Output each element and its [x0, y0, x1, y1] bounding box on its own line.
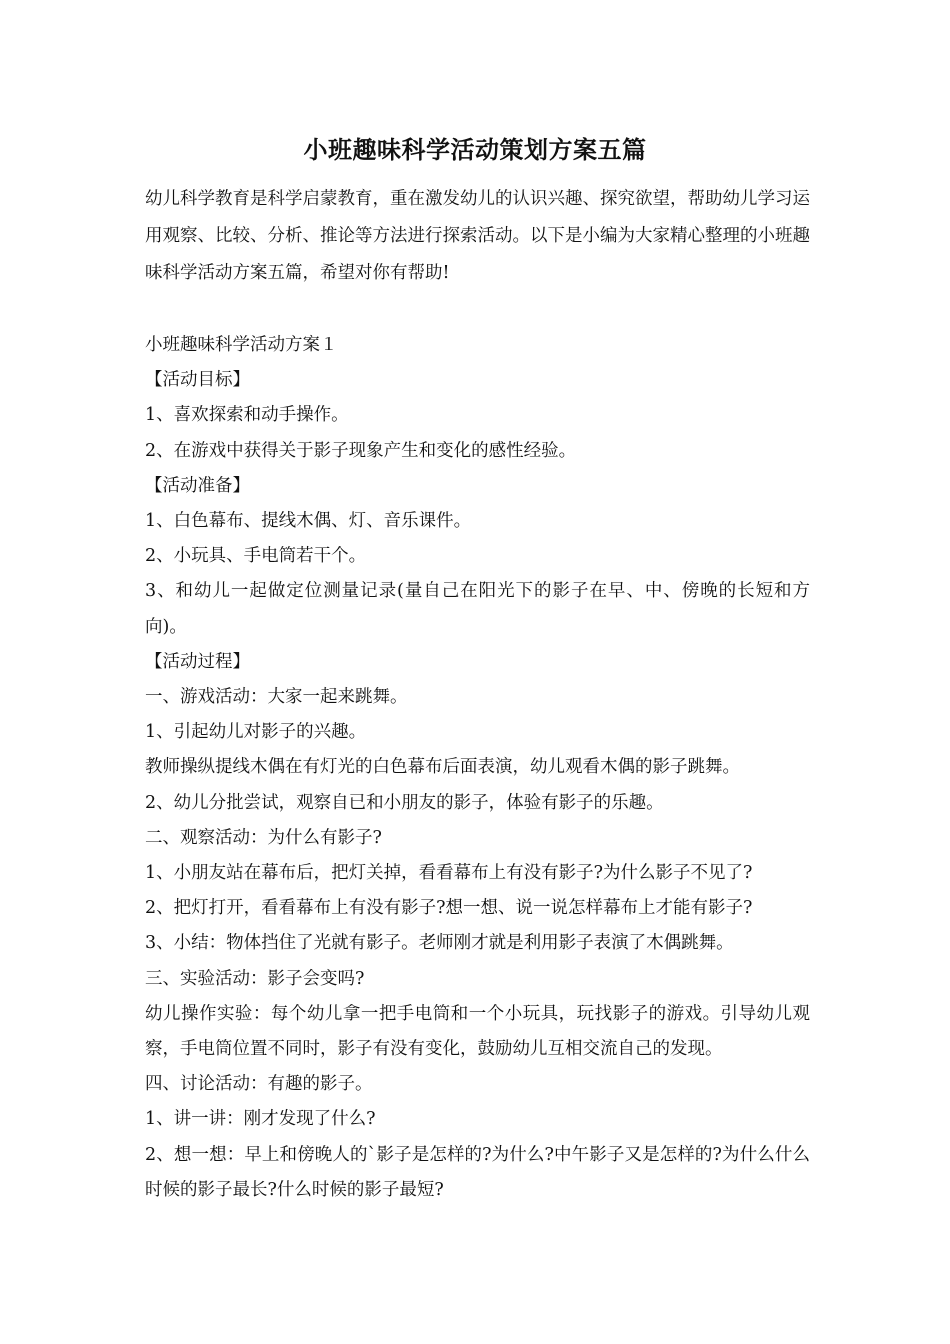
- body-line: 2、小玩具、手电筒若干个。: [145, 546, 367, 567]
- document-title: 小班趣味科学活动策划方案五篇: [303, 135, 647, 164]
- body-line: 3、小结：物体挡住了光就有影子。老师刚才就是利用影子表演了木偶跳舞。: [145, 933, 734, 954]
- subsection-heading-goals: 【活动目标】: [145, 370, 250, 391]
- body-line: 1、喜欢探索和动手操作。: [145, 405, 349, 426]
- body-line: 四、讨论活动：有趣的影子。: [145, 1074, 373, 1095]
- body-paragraph: 2、想一想：早上和傍晚人的`影子是怎样的?为什么?中午影子又是怎样的?为什么什么时候的影子最长?什么时候的影子最短?: [145, 1144, 810, 1200]
- body-line: 1、小朋友站在幕布后，把灯关掉，看看幕布上有没有影子?为什么影子不见了?: [145, 863, 753, 884]
- body-line: 二、观察活动：为什么有影子?: [145, 827, 382, 848]
- body-line: 教师操纵提线木偶在有灯光的白色幕布后面表演，幼儿观看木偶的影子跳舞。: [145, 757, 740, 778]
- section-heading: 小班趣味科学活动方案１: [145, 335, 338, 355]
- body-line: 三、实验活动：影子会变吗?: [145, 968, 365, 989]
- body-line: 1、引起幼儿对影子的兴趣。: [145, 722, 367, 743]
- body-line: 一、游戏活动：大家一起来跳舞。: [145, 687, 408, 708]
- body-line: 2、把灯打开，看看幕布上有没有影子?想一想、说一说怎样幕布上才能有影子?: [145, 898, 753, 919]
- body-line: 1、白色幕布、提线木偶、灯、音乐课件。: [145, 511, 472, 532]
- body-paragraph: 3、和幼儿一起做定位测量记录(量自己在阳光下的影子在早、中、傍晚的长短和方向)。: [145, 581, 810, 637]
- subsection-heading-process: 【活动过程】: [145, 651, 250, 672]
- body-line: 1、讲一讲：刚才发现了什么?: [145, 1109, 376, 1130]
- body-line: 2、幼儿分批尝试，观察自已和小朋友的影子，体验有影子的乐趣。: [145, 792, 664, 813]
- document-body: [145, 328, 810, 1208]
- subsection-heading-preparation: 【活动准备】: [145, 475, 250, 496]
- body-paragraph: 幼儿操作实验：每个幼儿拿一把手电筒和一个小玩具，玩找影子的游戏。引导幼儿观察，手电筒位置不同时，影子有没有变化，鼓励幼儿互相交流自己的发现。: [145, 1003, 810, 1060]
- body-line: 2、在游戏中获得关于影子现象产生和变化的感性经验。: [145, 440, 577, 461]
- intro-paragraph: 幼儿科学教育是科学启蒙教育，重在激发幼儿的认识兴趣、探究欲望，帮助幼儿学习运用观察、比较、分析、推论等方法进行探索活动。以下是小编为大家精心整理的小班趣味科学活动方案五篇，希望对你有帮助!: [145, 189, 810, 283]
